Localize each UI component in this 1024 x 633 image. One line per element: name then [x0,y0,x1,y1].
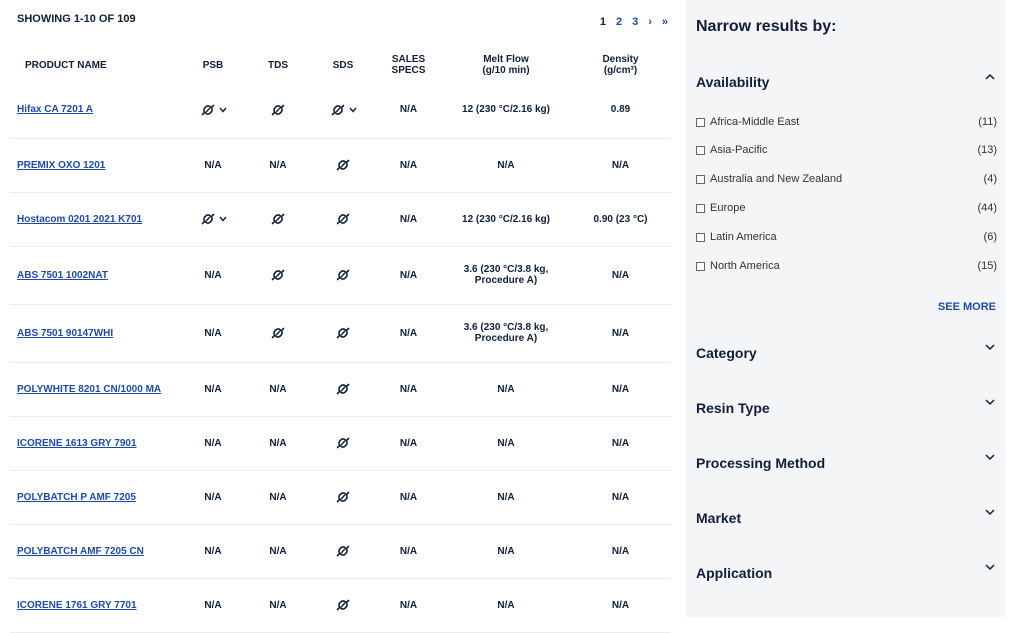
cell-melt-flow: 3.6 (230 °C/3.8 kg, Procedure A) [442,304,570,362]
cell-density: 0.89 [570,82,671,138]
availability-option-count: (11) [978,116,997,128]
see-more-button[interactable]: SEE MORE [937,301,996,313]
cell-sds[interactable] [311,304,375,362]
availability-option[interactable] [696,116,997,128]
table-row [10,138,671,192]
filter-sidebar [686,0,1005,617]
psb-document-link-icon[interactable] [200,212,216,226]
filter-section-header[interactable]: Category [696,345,757,361]
filter-section-header[interactable]: Market [696,510,742,526]
availability-option-count: (6) [983,231,997,243]
availability-option[interactable] [696,231,997,243]
next-page-button[interactable]: › [648,16,652,28]
availability-option[interactable] [696,202,997,214]
availability-option-label: Australia and New Zealand [710,173,843,185]
cell-density: N/A [570,246,671,304]
cell-sds[interactable] [311,192,375,246]
cell-melt-flow: 12 (230 °C/2.16 kg) [442,82,570,138]
chevron-down-icon[interactable] [219,107,227,113]
cell-tds[interactable] [245,246,311,304]
cell-psb[interactable] [181,82,245,138]
cell-melt-flow: N/A [442,578,570,632]
cell-tds[interactable] [245,192,311,246]
cell-tds[interactable] [245,82,311,138]
psb-document-link-icon[interactable] [200,103,216,117]
product-link[interactable]: POLYWHITE 8201 CN/1000 MA [17,383,162,395]
availability-option-count: (44) [977,202,997,214]
filter-availability-header[interactable]: Availability [696,74,770,90]
tds-document-link-icon[interactable] [270,212,286,226]
cell-product-name [10,578,181,632]
table-row [10,416,671,470]
availability-option-label: Asia-Pacific [710,144,768,156]
sds-document-link-icon[interactable] [335,490,351,504]
chevron-down-icon[interactable] [219,216,227,222]
tds-document-link-icon[interactable] [270,103,286,117]
sds-document-link-icon[interactable] [335,212,351,226]
availability-option[interactable] [696,144,997,156]
results-count: SHOWING 1-10 OF 109 [17,13,136,25]
availability-option-count: (15) [977,260,997,272]
products-table [10,48,671,633]
checkbox[interactable] [696,175,705,184]
page-3-link[interactable]: 3 [632,16,639,28]
cell-tds: N/A [245,362,311,416]
col-header-product-name: PRODUCT NAME [25,59,107,71]
cell-product-name [10,246,181,304]
chevron-down-icon[interactable] [985,508,995,516]
cell-product-name [10,192,181,246]
cell-product-name [10,524,181,578]
sds-document-link-icon[interactable] [335,382,351,396]
cell-product-name [10,470,181,524]
table-row [10,82,671,138]
availability-option-label: North America [710,260,780,272]
cell-psb: N/A [181,524,245,578]
availability-option-count: (13) [977,144,997,156]
filter-section-header[interactable]: Application [696,565,773,581]
cell-sales-specs: N/A [375,362,442,416]
filter-section-header[interactable]: Processing Method [696,455,826,471]
availability-option[interactable] [696,260,997,272]
availability-option-label: Europe [710,202,746,214]
cell-sds[interactable] [311,82,375,138]
cell-tds: N/A [245,524,311,578]
cell-sds[interactable] [311,362,375,416]
sds-document-link-icon[interactable] [335,436,351,450]
cell-psb: N/A [181,246,245,304]
cell-melt-flow: 12 (230 °C/2.16 kg) [442,192,570,246]
sds-document-link-icon[interactable] [335,268,351,282]
col-header-melt-flow: Melt Flow (g/10 min) [482,54,530,76]
availability-option-label: Latin America [710,231,777,243]
table-row [10,578,671,632]
cell-sds[interactable] [311,246,375,304]
table-row [10,524,671,578]
product-link[interactable]: POLYBATCH AMF 7205 CN [17,545,144,557]
col-header-sds: SDS [332,59,354,71]
cell-density: N/A [570,138,671,192]
product-link[interactable]: ICORENE 1761 GRY 7701 [17,599,137,611]
table-row [10,304,671,362]
tds-document-link-icon[interactable] [270,326,286,340]
cell-sds[interactable] [311,416,375,470]
chevron-down-icon[interactable] [985,453,995,461]
cell-density: N/A [570,362,671,416]
product-link[interactable]: POLYBATCH P AMF 7205 [17,491,136,503]
cell-psb[interactable] [181,192,245,246]
cell-psb: N/A [181,416,245,470]
cell-density: 0.90 (23 °C) [570,192,671,246]
cell-melt-flow: N/A [442,416,570,470]
cell-tds[interactable] [245,304,311,362]
cell-product-name [10,82,181,138]
sds-document-link-icon[interactable] [330,103,346,117]
cell-density: N/A [570,470,671,524]
filter-section-header[interactable]: Resin Type [696,400,770,416]
cell-melt-flow: N/A [442,362,570,416]
cell-sds[interactable] [311,524,375,578]
cell-psb: N/A [181,578,245,632]
sds-document-link-icon[interactable] [335,598,351,612]
cell-density: N/A [570,524,671,578]
checkbox[interactable] [696,204,705,213]
sds-document-link-icon[interactable] [335,544,351,558]
product-link[interactable]: Hostacom 0201 2021 K701 [17,213,143,225]
cell-psb: N/A [181,304,245,362]
last-page-button[interactable]: » [661,16,668,28]
chevron-up-icon[interactable] [985,73,995,81]
chevron-down-icon[interactable] [985,398,995,406]
page-1-link[interactable]: 1 [599,16,606,28]
chevron-down-icon[interactable] [349,107,357,113]
product-link[interactable]: ICORENE 1613 GRY 7901 [17,437,137,449]
cell-density: N/A [570,416,671,470]
cell-melt-flow: 3.6 (230 °C/3.8 kg, Procedure A) [442,246,570,304]
checkbox[interactable] [696,262,705,271]
cell-sales-specs: N/A [375,138,442,192]
col-header-psb: PSB [202,59,224,71]
table-row [10,362,671,416]
table-row [10,192,671,246]
cell-sales-specs: N/A [375,246,442,304]
pagination [600,16,668,28]
table-row [10,246,671,304]
filter-title: Narrow results by: [696,18,837,35]
cell-melt-flow: N/A [442,524,570,578]
cell-product-name [10,138,181,192]
cell-sales-specs: N/A [375,470,442,524]
cell-tds: N/A [245,470,311,524]
checkbox[interactable] [696,146,705,155]
tds-document-link-icon[interactable] [270,268,286,282]
product-link[interactable]: ABS 7501 90147WHI [17,327,114,339]
cell-melt-flow: N/A [442,470,570,524]
availability-option-count: (4) [983,173,997,185]
cell-density: N/A [570,304,671,362]
checkbox[interactable] [696,118,705,127]
cell-sales-specs: N/A [375,82,442,138]
col-header-density: Density (g/cm³) [602,54,639,76]
table-row [10,470,671,524]
cell-psb: N/A [181,470,245,524]
cell-sds[interactable] [311,470,375,524]
product-link[interactable]: Hifax CA 7201 A [17,104,93,116]
cell-sds[interactable] [311,138,375,192]
cell-product-name [10,362,181,416]
sds-document-link-icon[interactable] [335,326,351,340]
col-header-tds: TDS [268,59,288,71]
page-2-link[interactable]: 2 [615,16,623,28]
cell-melt-flow: N/A [442,138,570,192]
checkbox[interactable] [696,233,705,242]
chevron-down-icon[interactable] [985,343,995,351]
sds-document-link-icon[interactable] [335,158,351,172]
cell-psb: N/A [181,362,245,416]
col-header-sales-specs: SALES SPECS [391,54,426,76]
cell-tds: N/A [245,416,311,470]
availability-option[interactable] [696,173,997,185]
cell-tds: N/A [245,578,311,632]
product-link[interactable]: ABS 7501 1002NAT [17,269,108,281]
cell-product-name [10,304,181,362]
cell-sales-specs: N/A [375,192,442,246]
cell-sales-specs: N/A [375,578,442,632]
availability-option-label: Africa-Middle East [710,116,800,128]
cell-density: N/A [570,578,671,632]
chevron-down-icon[interactable] [985,563,995,571]
cell-sales-specs: N/A [375,416,442,470]
cell-sales-specs: N/A [375,524,442,578]
product-link[interactable]: PREMIX OXO 1201 [17,159,106,171]
cell-sds[interactable] [311,578,375,632]
cell-tds: N/A [245,138,311,192]
cell-sales-specs: N/A [375,304,442,362]
cell-product-name [10,416,181,470]
cell-psb: N/A [181,138,245,192]
